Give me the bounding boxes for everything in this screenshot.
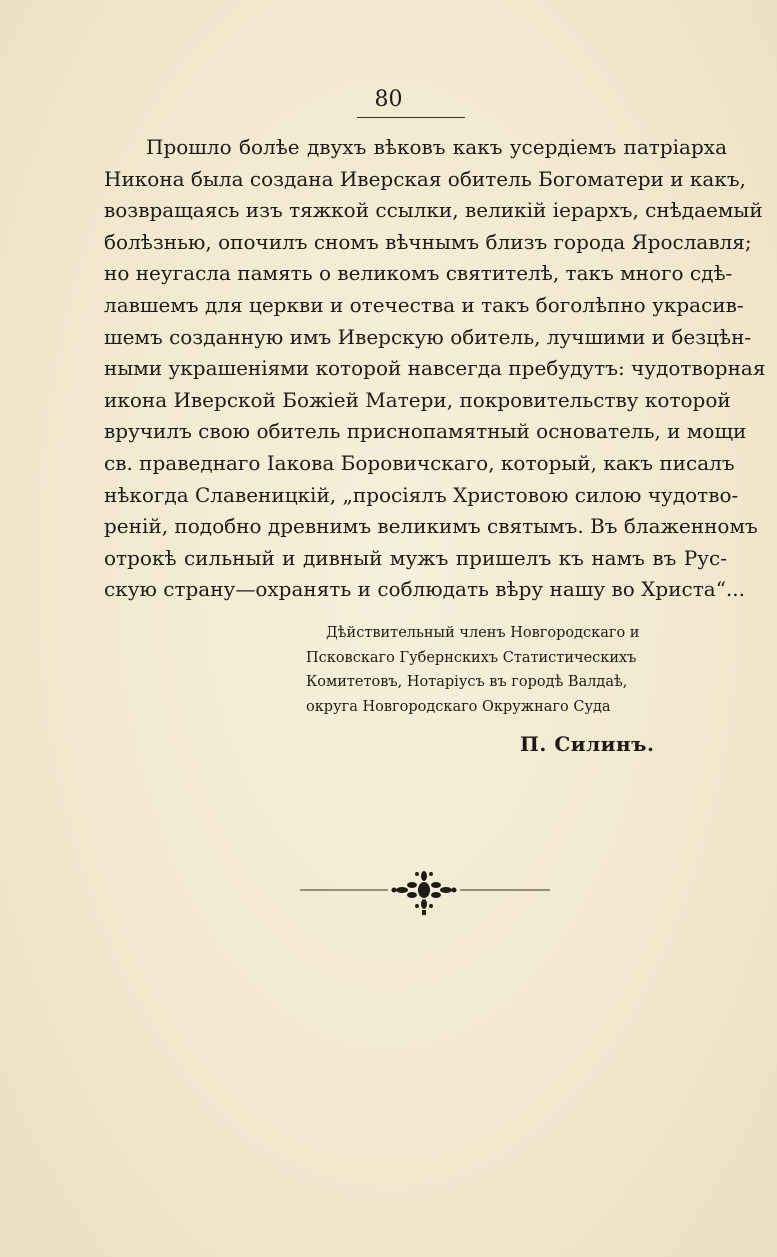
author-name: П. Силинъ. <box>520 732 655 756</box>
signature-title-line: Дѣйствительный членъ Новгородскаго и <box>326 625 640 641</box>
signature-title-line: округа Новгородскаго Окружнаго Суда <box>306 698 611 715</box>
body-line: но неугасла память о великомъ святителѣ, такъ много сдѣ- <box>104 261 733 286</box>
signature-title-block <box>306 621 686 719</box>
page-number: 80 <box>374 87 403 112</box>
signature-title-line: Псковскаго Губернскихъ Статистическихъ <box>306 649 637 666</box>
body-line: ными украшеніями которой навсегда пребудутъ: чудотворная <box>104 356 766 381</box>
body-line: икона Иверской Божіей Матери, покровительству которой <box>104 387 731 412</box>
body-line: вручилъ свою обитель приснопамятный основатель, и мощи <box>104 419 747 444</box>
header-rule <box>357 117 465 118</box>
body-line: лавшемъ для церкви и отечества и такъ боголѣпно украсив- <box>104 292 744 317</box>
body-line: скую страну—охранять и соблюдать вѣру нашу во Христа“... <box>104 577 746 602</box>
body-line: Прошло болѣе двухъ вѣковъ какъ усердіемъ патріарха <box>146 135 727 159</box>
signature-title-line: Комитетовъ, Нотаріусъ въ городѣ Валдаѣ, <box>306 674 628 690</box>
body-line: отрокѣ сильный и дивный мужъ пришелъ къ намъ въ Рус- <box>104 545 727 570</box>
body-line: болѣзнью, опочилъ сномъ вѣчнымъ близъ города Ярославля; <box>104 229 752 254</box>
body-line: Никона была создана Иверская обитель Богоматери и какъ, <box>104 166 746 191</box>
body-line: нѣкогда Славеницкій, „просіялъ Христовою силою чудотво- <box>104 482 739 507</box>
floral-divider-icon <box>300 868 550 916</box>
body-paragraph <box>104 132 766 606</box>
body-line: св. праведнаго Іакова Боровичскаго, который, какъ писалъ <box>104 450 735 475</box>
body-line: возвращаясь изъ тяжкой ссылки, великій іерархъ, снѣдаемый <box>104 198 763 223</box>
body-line: шемъ созданную имъ Иверскую обитель, лучшими и безцѣн- <box>104 324 752 349</box>
body-line: реній, подобно древнимъ великимъ святымъ. Въ блаженномъ <box>104 514 758 539</box>
